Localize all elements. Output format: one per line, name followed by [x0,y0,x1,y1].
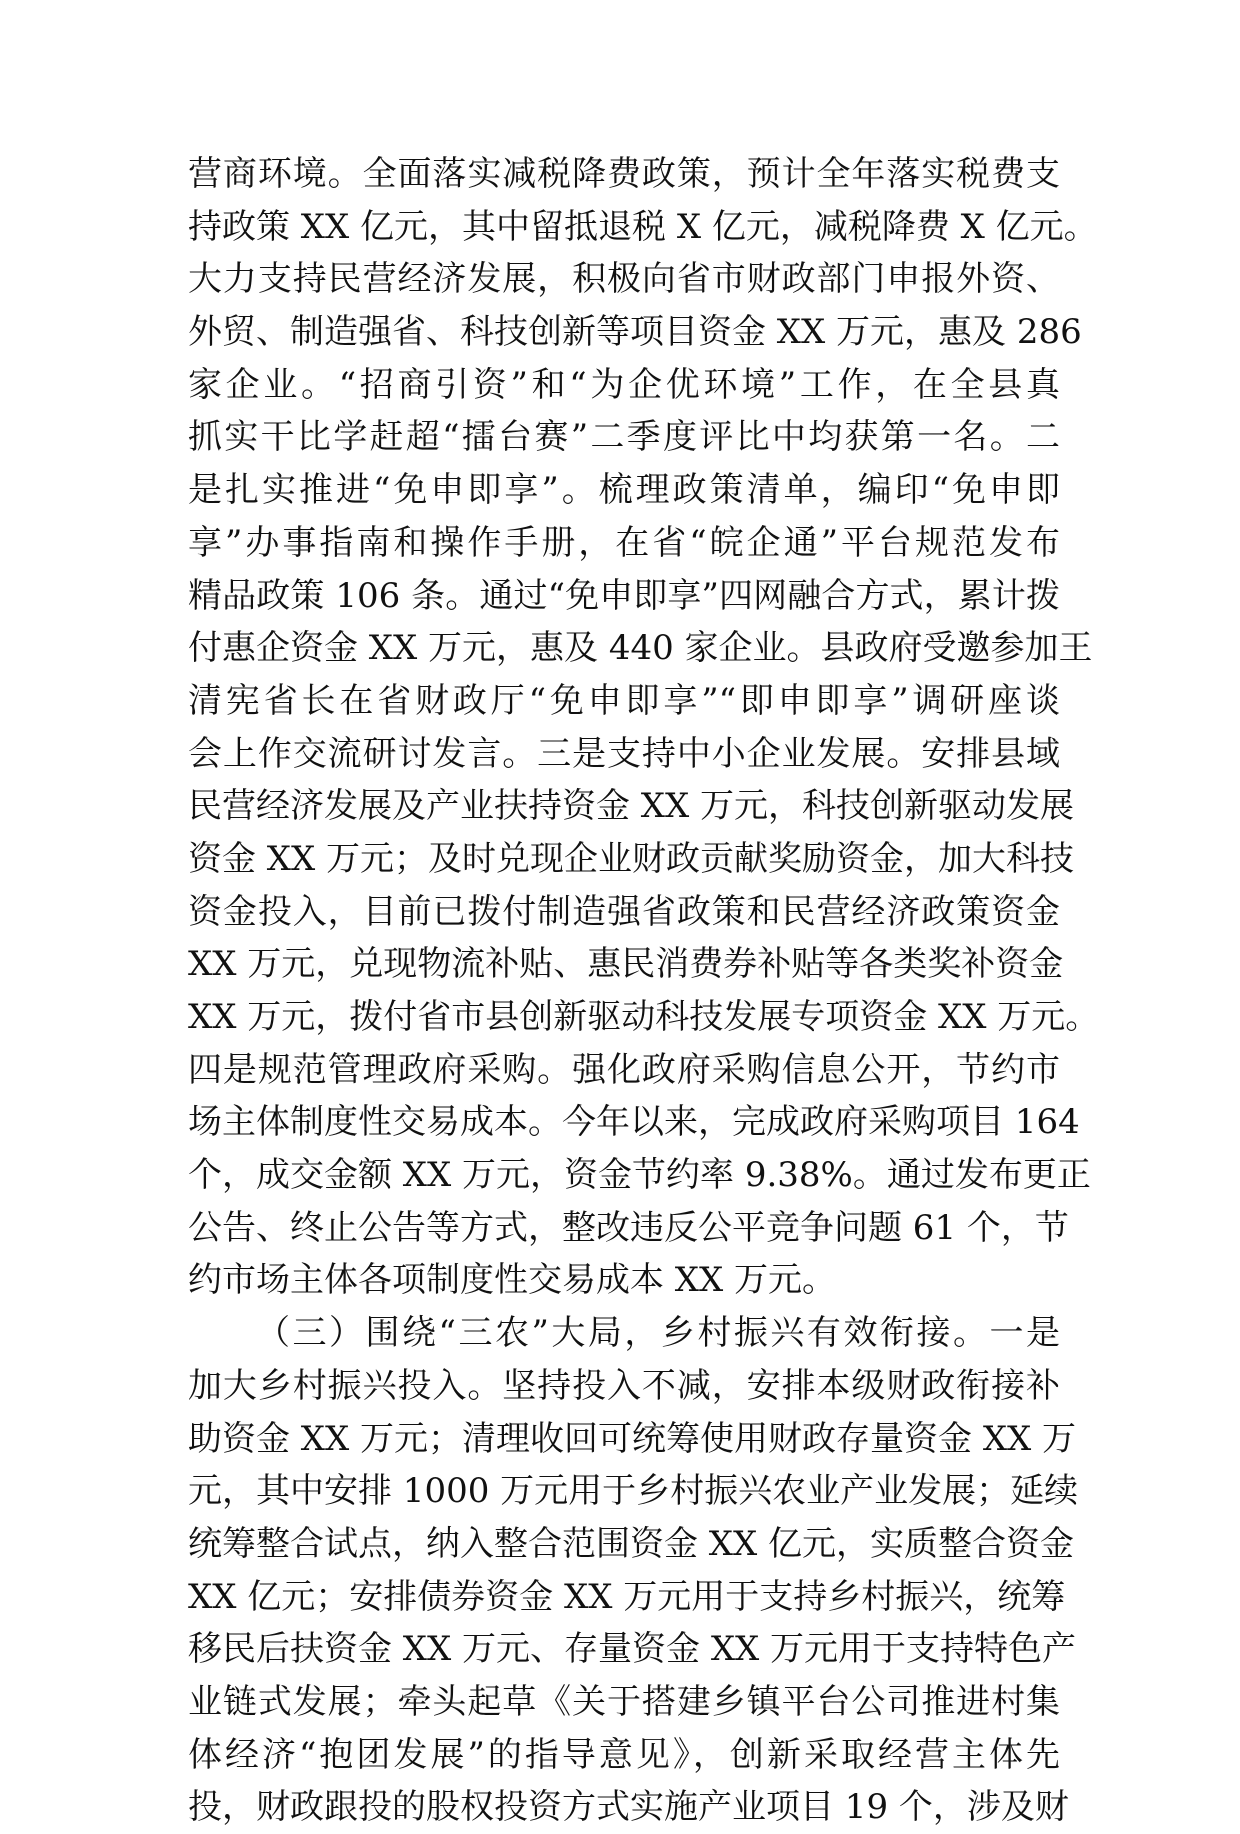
text-line: 业链式发展；牵头起草《关于搭建乡镇平台公司推进村集 [188,1681,1060,1722]
text-line: 投，财政跟投的股权投资方式实施产业项目 19 个，涉及财 [188,1787,1069,1828]
text-line: 外贸、制造强省、科技创新等项目资金 XX 万元，惠及 286 [188,312,1082,353]
text-line: 个，成交金额 XX 万元，资金节约率 9.38%。通过发布更正 [188,1155,1091,1196]
text-line: 四是规范管理政府采购。强化政府采购信息公开，节约市 [188,1049,1060,1090]
body-text [188,148,1100,1834]
text-line: 加大乡村振兴投入。坚持投入不减，安排本级财政衔接补 [188,1365,1060,1406]
text-line: 清宪省长在省财政厅“免申即享”“即申即享”调研座谈 [188,680,1060,721]
text-line: XX 亿元；安排债券资金 XX 万元用于支持乡村振兴，统筹 [188,1576,1066,1617]
text-line: 享”办事指南和操作手册，在省“皖企通”平台规范发布 [188,522,1060,563]
paragraph-end-line: 约市场主体各项制度性交易成本 XX 万元。 [188,1260,837,1301]
text-line: 民营经济发展及产业扶持资金 XX 万元，科技创新驱动发展 [188,786,1075,827]
text-line: 移民后扶资金 XX 万元、存量资金 XX 万元用于支持特色产 [188,1629,1077,1670]
section-heading-line: （三）围绕“三农”大局，乡村振兴有效衔接。一是 [256,1313,1060,1354]
text-line: 统筹整合试点，纳入整合范围资金 XX 亿元，实质整合资金 [188,1523,1075,1564]
text-line: 资金投入，目前已拨付制造强省政策和民营经济政策资金 [188,891,1060,932]
text-line: 会上作交流研讨发言。三是支持中小企业发展。安排县域 [188,733,1060,774]
text-line: 付惠企资金 XX 万元，惠及 440 家企业。县政府受邀参加王 [188,628,1093,669]
text-line: 资金 XX 万元；及时兑现企业财政贡献奖励资金，加大科技 [188,838,1075,879]
text-line: 体经济“抱团发展”的指导意见》，创新采取经营主体先 [188,1734,1060,1775]
text-line: XX 万元，兑现物流补贴、惠民消费券补贴等各类奖补资金 [188,944,1064,985]
text-line: 是扎实推进“免申即享”。梳理政策清单，编印“免申即 [188,470,1060,511]
text-line: 营商环境。全面落实减税降费政策，预计全年落实税费支 [188,154,1060,194]
text-line: 助资金 XX 万元；清理收回可统筹使用财政存量资金 XX 万 [188,1418,1077,1459]
text-line: 精品政策 106 条。通过“免申即享”四网融合方式，累计拨 [188,575,1060,616]
text-line: XX 万元，拨付省市县创新驱动科技发展专项资金 XX 万元。 [188,997,1100,1037]
text-line: 场主体制度性交易成本。今年以来，完成政府采购项目 164 [188,1102,1080,1143]
text-line: 大力支持民营经济发展，积极向省市财政部门申报外资、 [188,259,1060,300]
text-line: 公告、终止公告等方式，整改违反公平竞争问题 61 个，节 [188,1207,1069,1248]
text-line: 抓实干比学赶超“擂台赛”二季度评比中均获第一名。二 [188,417,1060,458]
text-line: 持政策 XX 亿元，其中留抵退税 X 亿元，减税降费 X 亿元。 [188,206,1098,247]
text-line: 元，其中安排 1000 万元用于乡村振兴农业产业发展；延续 [188,1471,1079,1512]
text-line: 家企业。“招商引资”和“为企优环境”工作，在全县真 [188,364,1060,405]
